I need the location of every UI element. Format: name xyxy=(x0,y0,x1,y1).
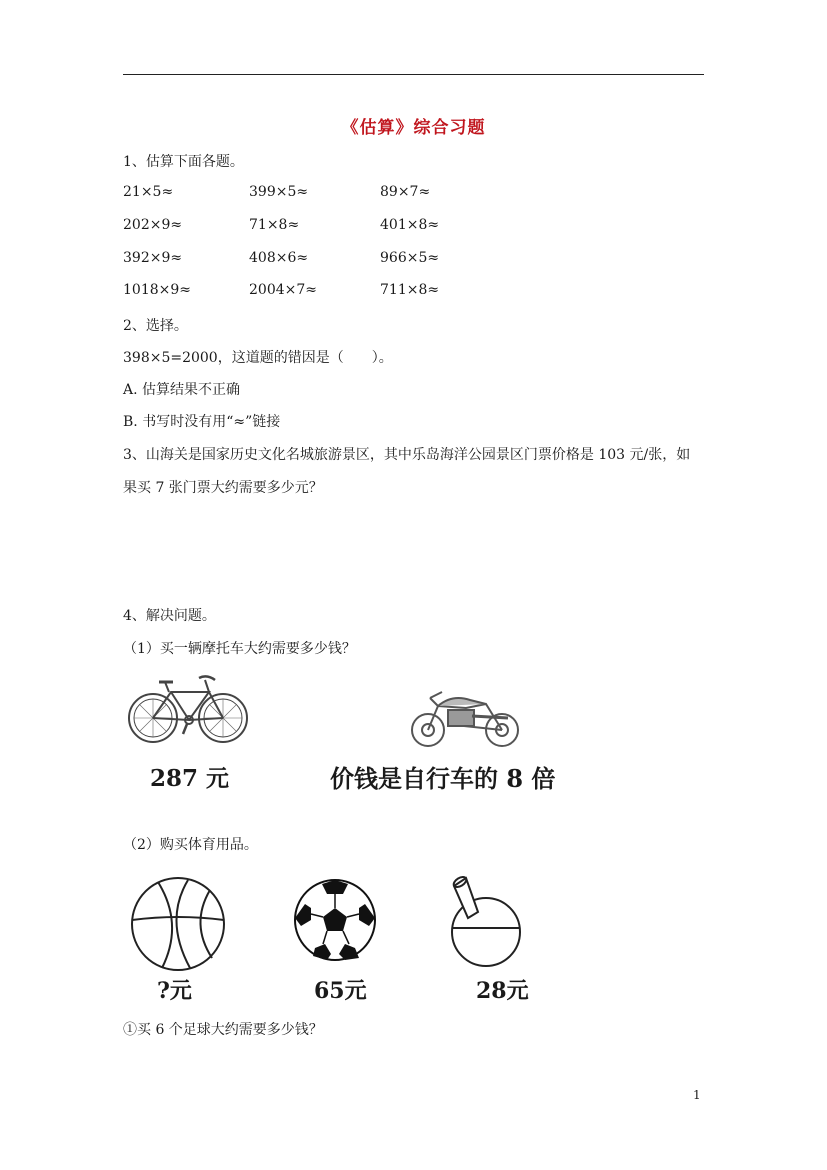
q1-item: 202×9≈ xyxy=(123,217,183,233)
q4-part2-label: （2）购买体育用品。 xyxy=(123,837,258,853)
paddle-price: 28元 xyxy=(476,978,529,1004)
bike-price: 287 元 xyxy=(150,765,230,792)
q1-heading: 1、估算下面各题。 xyxy=(123,154,244,170)
q3-line-2: 果买 7 张门票大约需要多少元？ xyxy=(123,480,323,496)
q1-item: 1018×9≈ xyxy=(123,282,191,298)
q2-option-b: B. 书写时没有用“≈”链接 xyxy=(123,414,281,430)
page-title: 《估算》综合习题 xyxy=(341,118,486,138)
q1-item: 399×5≈ xyxy=(249,184,309,200)
basketball-icon xyxy=(128,874,228,974)
q1-item: 408×6≈ xyxy=(249,250,309,266)
header-rule xyxy=(123,74,704,75)
q4-part1-label: （1）买一辆摩托车大约需要多少钱？ xyxy=(123,641,356,657)
q2-stem: 398×5=2000，这道题的错因是（ ）。 xyxy=(123,350,393,366)
basketball-price: ?元 xyxy=(157,978,192,1004)
q1-item: 89×7≈ xyxy=(380,184,431,200)
q1-item: 966×5≈ xyxy=(380,250,440,266)
motorcycle-price-note: 价钱是自行车的 8 倍 xyxy=(330,764,556,793)
q4-part2-sub1: ①买 6 个足球大约需要多少钱？ xyxy=(123,1022,323,1038)
q1-item: 21×5≈ xyxy=(123,184,174,200)
q3-line-1: 3、山海关是国家历史文化名城旅游景区，其中乐岛海洋公园景区门票价格是 103 元/张，如 xyxy=(123,447,691,463)
q1-item: 711×8≈ xyxy=(380,282,440,298)
q1-item: 2004×7≈ xyxy=(249,282,317,298)
table-tennis-paddle-icon xyxy=(448,874,524,970)
page-number: 1 xyxy=(693,1088,701,1102)
q1-item: 401×8≈ xyxy=(380,217,440,233)
bicycle-icon xyxy=(125,672,253,750)
q1-item: 392×9≈ xyxy=(123,250,183,266)
soccer-ball-price: 65元 xyxy=(314,978,367,1004)
q2-heading: 2、选择。 xyxy=(123,318,188,334)
soccer-ball-icon xyxy=(293,878,377,962)
q2-option-a: A. 估算结果不正确 xyxy=(123,382,241,398)
q4-heading: 4、解决问题。 xyxy=(123,608,216,624)
q1-item: 71×8≈ xyxy=(249,217,300,233)
motorcycle-icon xyxy=(408,684,523,750)
